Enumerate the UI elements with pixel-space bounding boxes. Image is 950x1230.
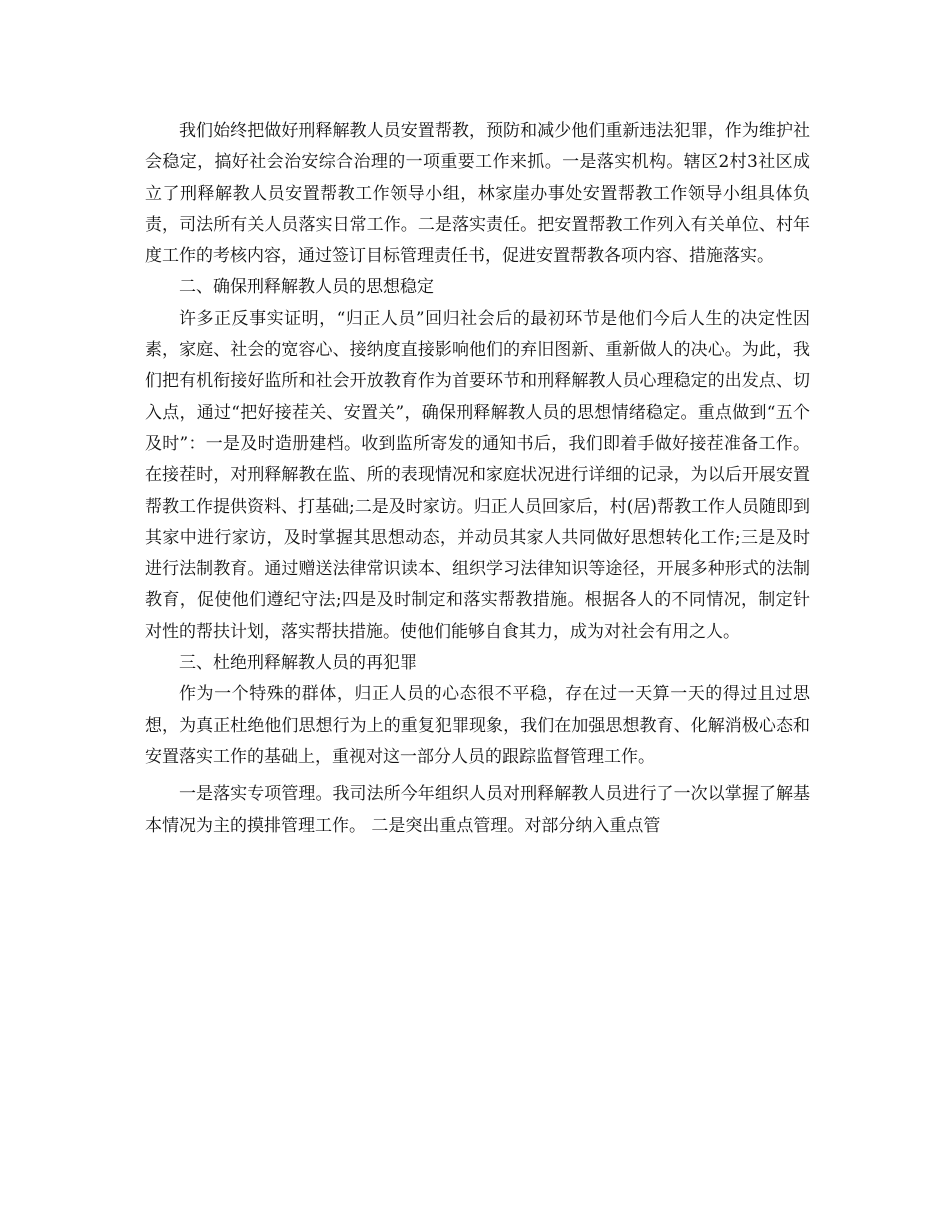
document-body <box>145 116 810 842</box>
section-heading-3: 三、杜绝刑释解教人员的再犯罪 <box>179 653 417 674</box>
paragraph-section-3: 作为一个特殊的群体，归正人员的心态很不平稳，存在过一天算一天的得过且过思想，为真正杜绝他们思想行为上的重复犯罪现象，我们在加强思想教育、化解消极心态和安置落实工作的基础上，重视对这一部分人员的跟踪监督管理工作。 <box>145 684 810 767</box>
section-heading-2: 二、确保刑释解教人员的思想稳定 <box>179 277 434 298</box>
paragraph-special-management: 一是落实专项管理。我司法所今年组织人员对刑释解教人员进行了一次以掌握了解基本情况为主的摸排管理工作。 二是突出重点管理。对部分纳入重点管 <box>145 784 810 836</box>
paragraph-intro: 我们始终把做好刑释解教人员安置帮教，预防和减少他们重新违法犯罪，作为维护社会稳定，搞好社会治安综合治理的一项重要工作来抓。一是落实机构。辖区2村3社区成立了刑释解教人员安置帮教工作领导小组，林家崖办事处安置帮教工作领导小组具体负责，司法所有关人员落实日常工作。二是落实责任。把安置帮教工作列入有关单位、村年度工作的考核内容，通过签订目标管理责任书，促进安置帮教各项内容、措施落实。 <box>145 121 810 267</box>
paragraph-section-2: 许多正反事实证明，“归正人员”回归社会后的最初环节是他们今后人生的决定性因素，家庭、社会的宽容心、接纳度直接影响他们的弃旧图新、重新做人的决心。为此，我们把有机衔接好监所和社会开放教育作为首要环节和刑释解教人员心理稳定的出发点、切入点，通过“把好接茬关、安置关”，确保刑释解教人员的思想情绪稳定。重点做到“五个及时”：一是及时造册建档。收到监所寄发的通知书后，我们即着手做好接茬准备工作。在接茬时，对刑释解教在监、所的表现情况和家庭状况进行详细的记录，为以后开展安置帮教工作提供资料、打基础;二是及时家访。归正人员回家后，村(居)帮教工作人员随即到其家中进行家访，及时掌握其思想动态，并动员其家人共同做好思想转化工作;三是及时进行法制教育。通过赠送法律常识读本、组织学习法律知识等途径，开展多种形式的法制教育，促使他们遵纪守法;四是及时制定和落实帮教措施。根据各人的不同情况，制定针对性的帮扶计划，落实帮扶措施。使他们能够自食其力，成为对社会有用之人。 <box>145 308 810 642</box>
